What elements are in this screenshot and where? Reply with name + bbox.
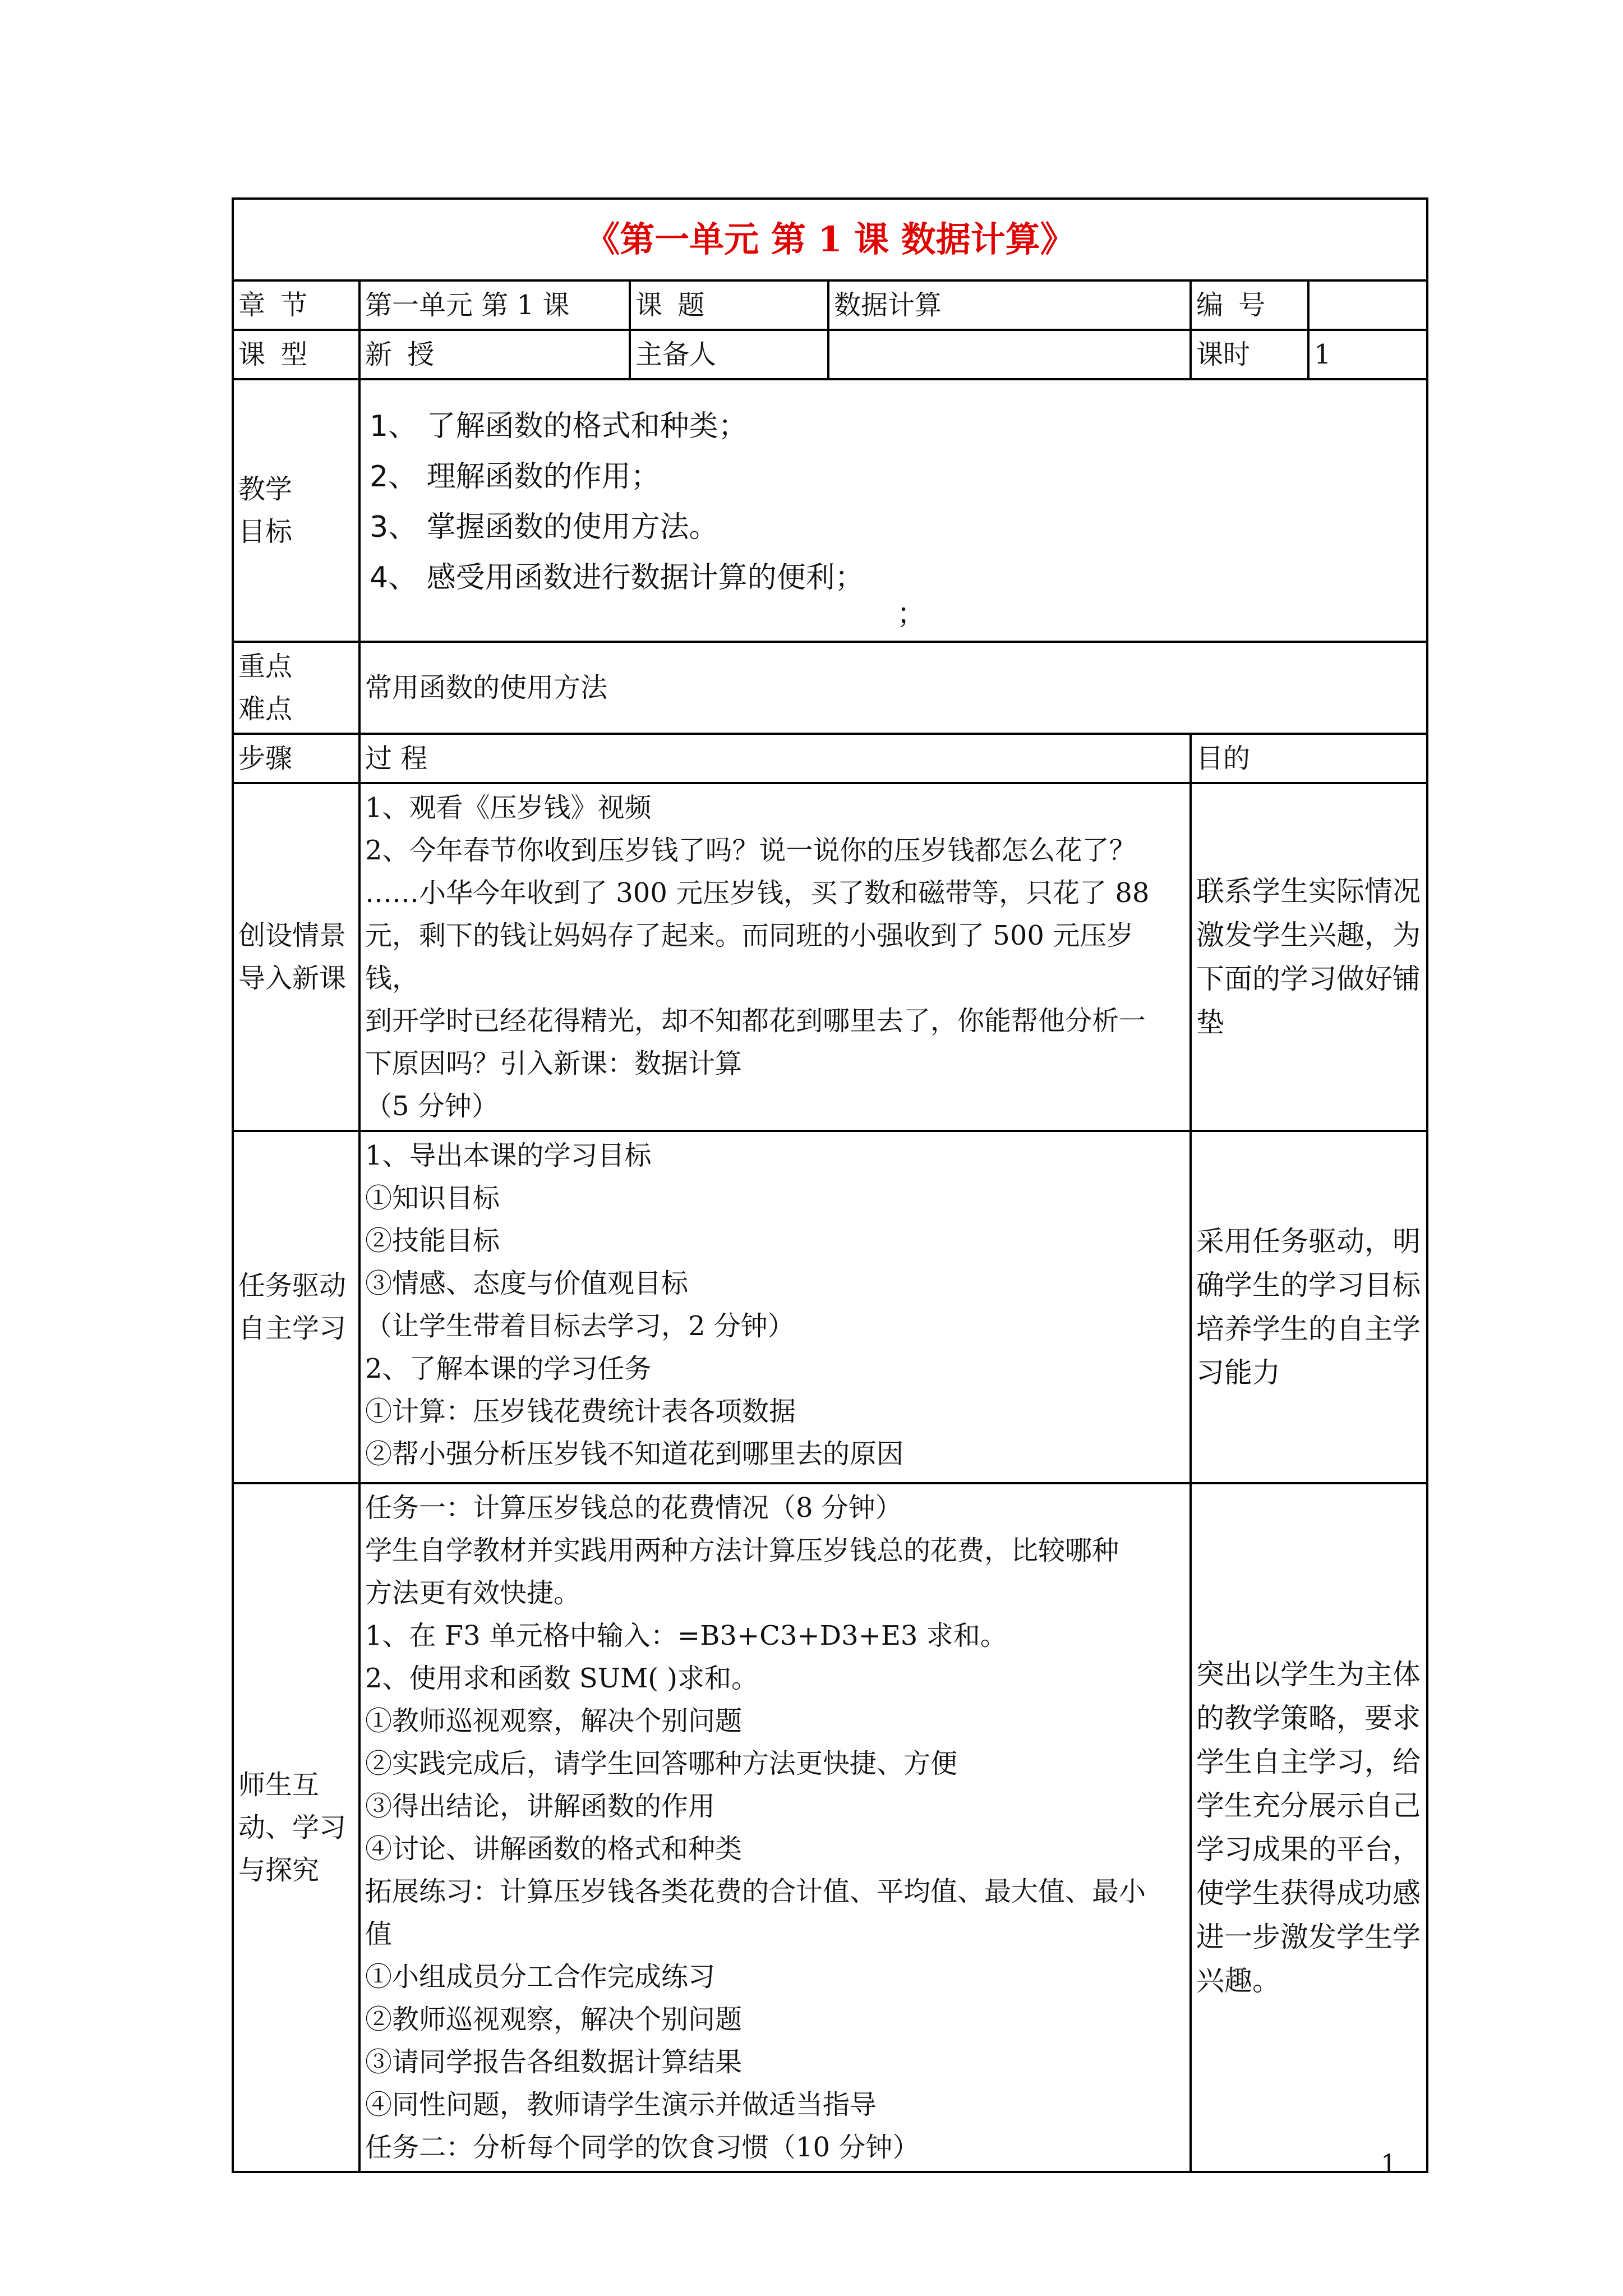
type-value: 新 授 [359,330,630,379]
steps-header: 步骤 [233,734,359,783]
objective-item: 1、 了解函数的格式和种类； [370,409,748,443]
number-label: 编 号 [1191,280,1308,330]
chapter-label: 章 节 [233,280,359,330]
section-process: 任务一：计算压岁钱总的花费情况（8 分钟） 学生自学教材并实践用两种方法计算压岁钱总的花费，比较哪种 方法更有效快捷。 1、在 F3 单元格中输入：=B3+C3+D3+E3 求和。 2、使用求和函数 SUM( )求和。 ①教师巡视观察，解决个别问题 ②实践完成后，请学生回答哪种方法更快捷、方便 ③得出结论，讲解函数的作用 ④讨论、讲解函数的格式和种类 拓展练习：计算压岁钱各类花费的合计值、平均值、最大值、最小 值 ①小组成员分工合作完成练习 ②教师巡视观察，解决个别问题 ③请同学报告各组数据计算结果 ④同性问题，教师请学生演示并做适当指导 任务二：分析每个同学的饮食习惯（10 分钟） [359,1483,1191,2172]
objectives-list [359,379,1427,642]
topic-label: 课 题 [630,280,828,330]
section-purpose: 采用任务驱动，明确学生的学习目标培养学生的自主学习能力 [1191,1131,1427,1483]
section-purpose: 联系学生实际情况激发学生兴趣，为下面的学习做好铺垫 [1191,783,1427,1131]
hours-label: 课时 [1191,330,1308,379]
purpose-header: 目的 [1191,734,1427,783]
objective-item: 4、 感受用函数进行数据计算的便利； [370,561,864,595]
section-process: 1、观看《压岁钱》视频 2、今年春节你收到压岁钱了吗？说一说你的压岁钱都怎么花了？ ……小华今年收到了 300 元压岁钱，买了数和磁带等，只花了 88 元，剩下的钱让妈妈存了起来。而同班的小强收到了 500 元压岁钱， 到开学时已经花得精光，却不知都花到哪里去了，你能帮他分析一 下原因吗？引入新课：数据计算 （5 分钟） [359,783,1191,1131]
section-process: 1、导出本课的学习目标 ①知识目标 ②技能目标 ③情感、态度与价值观目标 （让学生带着目标去学习，2 分钟） 2、了解本课的学习任务 ①计算：压岁钱花费统计表各项数据 ②帮小强分析压岁钱不知道花到哪里去的原因 [359,1131,1191,1483]
type-label: 课 型 [233,330,359,379]
section-label: 创设情景导入新课 [233,783,359,1131]
key-points-label: 重点 难点 [233,642,359,734]
chapter-value: 第一单元 第 1 课 [359,280,630,330]
preparer-label: 主备人 [630,330,828,379]
objective-item: 3、 掌握函数的使用方法。 [370,510,718,544]
lesson-title: 《第一单元 第 1 课 数据计算》 [233,199,1427,280]
section-label: 师生互动、学习与探究 [233,1483,359,2172]
hours-value: 1 [1308,330,1427,379]
objective-item: 2、 理解函数的作用； [370,460,660,494]
objectives-label: 教学 目标 [233,379,359,642]
topic-value: 数据计算 [828,280,1191,330]
key-points-value: 常用函数的使用方法 [359,642,1427,734]
preparer-value [828,330,1191,379]
lesson-plan-table [232,197,1426,2173]
section-purpose: 突出以学生为主体的教学策略，要求学生自主学习，给学生充分展示自己学习成果的平台，使学生获得成功感进一步激发学生学兴趣。 [1191,1483,1427,2172]
process-header: 过 程 [359,734,1191,783]
page-number: 1 [1381,2148,1398,2179]
section-label: 任务驱动自主学习 [233,1131,359,1483]
number-value [1308,280,1427,330]
objective-trailing: ； [897,597,926,631]
